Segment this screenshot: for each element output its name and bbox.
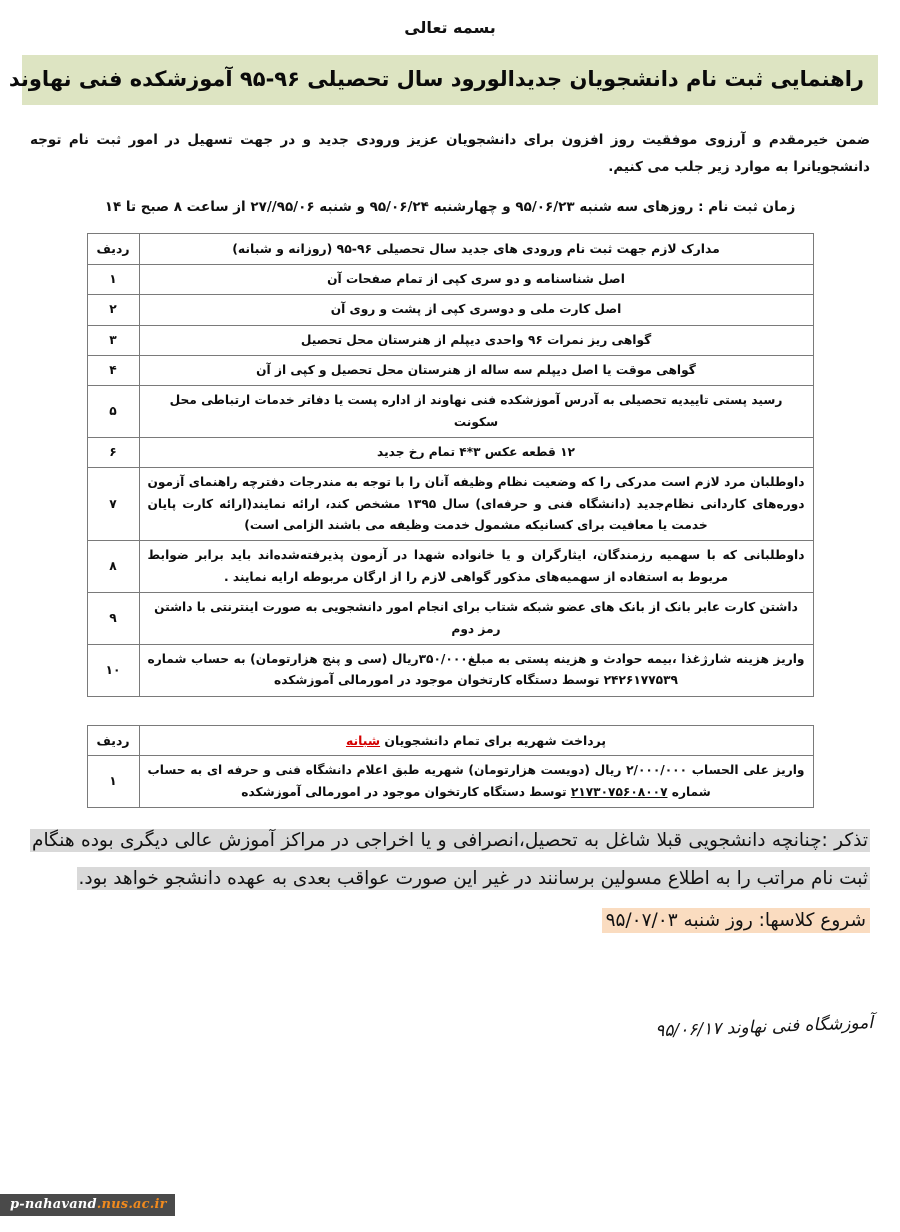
row-number: ۳ <box>87 325 139 355</box>
header-desc-highlight: شبانه <box>345 732 381 748</box>
table-header-row <box>87 725 813 756</box>
row-description: اصل کارت ملی و دوسری کپی از پشت و روی آن <box>139 295 813 325</box>
table-row <box>87 295 813 325</box>
row-description: واریز هزینه شارژغذا ،بیمه حوادث و هزینه پستی به مبلغ۳۵۰/۰۰۰ریال (سی و پنج هزارتومان) به حساب شماره ۲۴۲۶۱۷۷۵۳۹ توسط دستگاه کارتخوان موجود در امورمالی آموزشکده <box>147 651 805 688</box>
registration-time-line: زمان ثبت نام : روزهای سه شنبه ۹۵/۰۶/۲۳ و چهارشنبه ۹۵/۰۶/۲۴ و شنبه ۹۵/۰۶//۲۷ از ساعت ۸ صبح تا ۱۴ <box>104 199 796 216</box>
table-row <box>87 265 813 295</box>
header-cell-row-number: ردیف <box>87 234 139 265</box>
row-description: داشتن کارت عابر بانک از بانک های عضو شبکه شتاب برای انجام امور دانشجویی به صورت اینترنتی با داشتن رمز دوم <box>139 593 813 645</box>
classes-start-line <box>30 910 870 931</box>
payment-description-part1: واریز علی الحساب ۲/۰۰۰/۰۰۰ ریال (دویست هزارتومان) شهریه طبق اعلام دانشگاه فنی و حرفه ای به حساب شماره <box>147 763 805 799</box>
table-row <box>87 325 813 355</box>
table-row <box>87 438 813 468</box>
row-description: داوطلبان مرد لازم است مدرکی را که وضعیت نظام وظیفه آنان را با توجه به مندرجات دفترچه راهنمای آزمون دوره‌های کاردانی نظام‌جدید (دانشگاه فنی و حرفه‌ای) سال ۱۳۹۵ مشخص کند، ارائه نمایند(ارائه کارت پایان خدمت یا معافیت برای کسانیکه مشمول خدمت وظیفه می باشند الزامی است) <box>139 468 813 541</box>
table-row <box>87 356 813 386</box>
row-number: ۸ <box>87 541 139 593</box>
table-row <box>87 468 813 541</box>
header-cell-row-number: ردیف <box>87 725 139 756</box>
row-description-with-account <box>139 756 813 808</box>
page-title: راهنمایی ثبت نام دانشجویان جدیدالورود سال تحصیلی ۹۶-۹۵ آموزشکده فنی نهاوند <box>8 67 864 91</box>
row-description: گواهی ریز نمرات ۹۶ واحدی دیپلم از هنرستان محل تحصیل <box>139 325 813 355</box>
site-watermark <box>0 1194 175 1216</box>
row-description: اصل شناسنامه و دو سری کپی از تمام صفحات آن <box>139 265 813 295</box>
header-desc-prefix: پرداخت شهریه برای تمام دانشجویان <box>384 732 606 748</box>
table-row <box>87 644 813 696</box>
row-description: گواهی موقت یا اصل دیپلم سه ساله از هنرستان محل تحصیل و کپی از آن <box>139 356 813 386</box>
table-row <box>87 386 813 438</box>
table-row <box>87 541 813 593</box>
header-cell-description <box>139 725 813 756</box>
row-description-with-account <box>139 644 813 696</box>
table-header-row <box>87 234 813 265</box>
account-number: ۲۱۷۳۰۷۵۶۰۸۰۰۷ <box>570 784 668 799</box>
row-description: داوطلبانی که با سهمیه رزمندگان، ایثارگران و یا خانواده شهدا در آزمون پذیرفته‌شده‌اند باید برابر ضوابط مربوط به استفاده از سهمیه‌های مذکور گواهی لازم را از ارگان مربوطه ارایه نمایند . <box>139 541 813 593</box>
row-number: ۱ <box>87 265 139 295</box>
row-number: ۷ <box>87 468 139 541</box>
table-row <box>87 756 813 808</box>
row-number: ۱ <box>87 756 139 808</box>
row-number: ۹ <box>87 593 139 645</box>
header-cell-description: مدارک لازم جهت ثبت نام ورودی های جدید سال تحصیلی ۹۶-۹۵ (روزانه و شبانه) <box>139 234 813 265</box>
important-notice <box>30 822 870 898</box>
bismillah-heading: بسمه تعالی <box>404 18 496 37</box>
payment-description-part2: توسط دستگاه کارتخوان موجود در امورمالی آموزشکده <box>241 784 567 799</box>
required-documents-table <box>87 233 814 696</box>
signature-line: آموزشگاه فنی نهاوند ۹۵/۰۶/۱۷ <box>654 1013 874 1042</box>
row-number: ۵ <box>87 386 139 438</box>
row-description: رسید پستی تاییدیه تحصیلی به آدرس آموزشکده فنی نهاوند از اداره پست یا دفاتر خدمات ارتباطی محل سکونت <box>139 386 813 438</box>
row-number: ۴ <box>87 356 139 386</box>
document-title-banner <box>8 55 878 105</box>
table-row <box>87 593 813 645</box>
classes-start-text: شروع کلاسها: روز شنبه ۹۵/۰۷/۰۳ <box>602 908 870 933</box>
watermark-domain: .nus.ac.ir <box>96 1197 167 1212</box>
row-number: ۱۰ <box>87 644 139 696</box>
row-number: ۲ <box>87 295 139 325</box>
watermark-name: p-nahavand <box>10 1197 97 1212</box>
row-description: ۱۲ قطعه عکس ۳*۴ تمام رخ جدید <box>139 438 813 468</box>
row-number: ۶ <box>87 438 139 468</box>
tuition-payment-table <box>87 725 814 808</box>
intro-paragraph: ضمن خیرمقدم و آرزوی موفقیت روز افزون برای دانشجویان عزیز ورودی جدید و در جهت تسهیل در امور ثبت نام توجه دانشجویانرا به موارد زیر جلب می کنیم. <box>30 132 870 176</box>
notice-text: تذکر :چنانچه دانشجویی قبلا شاغل به تحصیل،انصرافی و یا اخراجی در مراکز آموزش عالی دیگری بوده هنگام ثبت نام مراتب را به اطلاع مسولین برسانند در غیر این صورت عواقب بعدی به عهده دانشجو خواهد بود. <box>32 829 868 889</box>
